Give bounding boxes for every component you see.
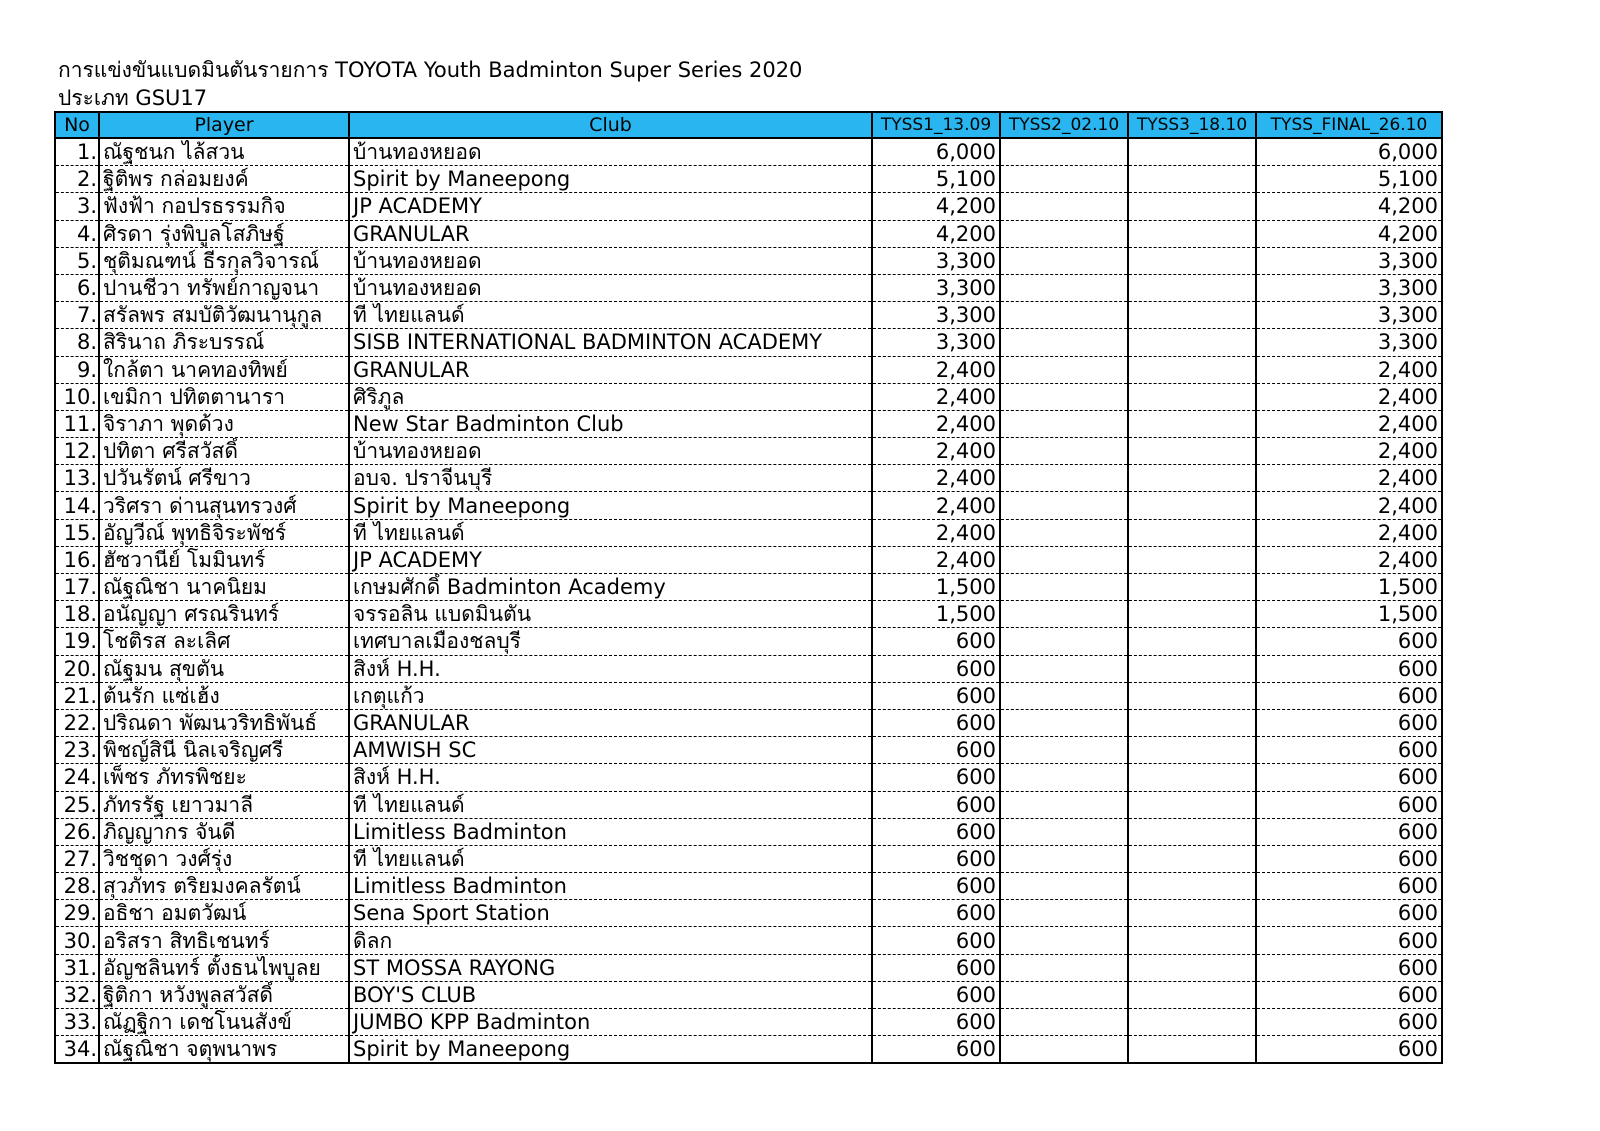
cell-tyss2 xyxy=(1000,546,1128,573)
cell-tyss2 xyxy=(1000,519,1128,546)
cell-tyss1: 4,200 xyxy=(872,220,1000,247)
cell-tyss-final: 600 xyxy=(1256,737,1442,764)
cell-tyss2 xyxy=(1000,438,1128,465)
cell-tyss2 xyxy=(1000,900,1128,927)
cell-tyss3 xyxy=(1128,247,1256,274)
cell-player: ต้นรัก แซ่เฮ้ง xyxy=(99,682,349,709)
table-row xyxy=(55,193,1442,220)
table-row xyxy=(55,845,1442,872)
cell-tyss-final: 2,400 xyxy=(1256,410,1442,437)
cell-tyss1: 2,400 xyxy=(872,410,1000,437)
cell-club: GRANULAR xyxy=(349,709,872,736)
cell-tyss-final: 600 xyxy=(1256,845,1442,872)
cell-no: 19. xyxy=(55,628,99,655)
cell-tyss-final: 600 xyxy=(1256,818,1442,845)
cell-tyss-final: 1,500 xyxy=(1256,574,1442,601)
cell-no: 16. xyxy=(55,546,99,573)
table-row xyxy=(55,873,1442,900)
cell-club: New Star Badminton Club xyxy=(349,410,872,437)
cell-no: 15. xyxy=(55,519,99,546)
cell-club: ที ไทยแลนด์ xyxy=(349,519,872,546)
cell-club: ศิริภูล xyxy=(349,383,872,410)
cell-no: 18. xyxy=(55,601,99,628)
cell-player: จิราภา พุดด้วง xyxy=(99,410,349,437)
cell-tyss1: 600 xyxy=(872,927,1000,954)
cell-club: จรรอลิน แบดมินตัน xyxy=(349,601,872,628)
cell-tyss3 xyxy=(1128,193,1256,220)
cell-player: ปวันรัตน์ ศรีขาว xyxy=(99,465,349,492)
cell-tyss1: 600 xyxy=(872,709,1000,736)
cell-tyss3 xyxy=(1128,356,1256,383)
cell-player: ภัทรรัฐ เยาวมาลี xyxy=(99,791,349,818)
cell-no: 26. xyxy=(55,818,99,845)
cell-tyss-final: 2,400 xyxy=(1256,438,1442,465)
cell-player: เพ็ชร ภัทรพิชยะ xyxy=(99,764,349,791)
cell-tyss2 xyxy=(1000,845,1128,872)
cell-no: 21. xyxy=(55,682,99,709)
cell-tyss3 xyxy=(1128,410,1256,437)
ranking-table xyxy=(54,111,1443,1064)
cell-tyss2 xyxy=(1000,329,1128,356)
cell-tyss2 xyxy=(1000,873,1128,900)
column-header-tyss-final: TYSS_FINAL_26.10 xyxy=(1256,112,1442,138)
cell-player: อริสรา สิทธิเชนทร์ xyxy=(99,927,349,954)
cell-tyss3 xyxy=(1128,737,1256,764)
cell-tyss1: 600 xyxy=(872,682,1000,709)
cell-tyss1: 600 xyxy=(872,737,1000,764)
cell-tyss-final: 3,300 xyxy=(1256,274,1442,301)
table-row xyxy=(55,981,1442,1008)
table-row xyxy=(55,546,1442,573)
cell-tyss3 xyxy=(1128,329,1256,356)
cell-player: ณัฏฐิกา เดชโนนสังข์ xyxy=(99,1009,349,1036)
cell-tyss3 xyxy=(1128,574,1256,601)
cell-tyss3 xyxy=(1128,682,1256,709)
cell-player: ณัฐมน สุขตัน xyxy=(99,655,349,682)
cell-tyss1: 2,400 xyxy=(872,356,1000,383)
cell-tyss3 xyxy=(1128,655,1256,682)
cell-tyss3 xyxy=(1128,927,1256,954)
cell-no: 28. xyxy=(55,873,99,900)
cell-tyss-final: 3,300 xyxy=(1256,302,1442,329)
cell-tyss1: 3,300 xyxy=(872,247,1000,274)
cell-no: 12. xyxy=(55,438,99,465)
cell-tyss3 xyxy=(1128,383,1256,410)
cell-tyss2 xyxy=(1000,492,1128,519)
cell-club: ที ไทยแลนด์ xyxy=(349,845,872,872)
cell-tyss-final: 6,000 xyxy=(1256,138,1442,166)
cell-player: ปริณดา พัฒนวริทธิพันธ์ xyxy=(99,709,349,736)
cell-tyss3 xyxy=(1128,519,1256,546)
cell-tyss2 xyxy=(1000,764,1128,791)
cell-tyss-final: 600 xyxy=(1256,655,1442,682)
cell-tyss3 xyxy=(1128,138,1256,166)
cell-club: Sena Sport Station xyxy=(349,900,872,927)
cell-tyss1: 2,400 xyxy=(872,465,1000,492)
table-row xyxy=(55,438,1442,465)
cell-club: ที ไทยแลนด์ xyxy=(349,791,872,818)
cell-tyss3 xyxy=(1128,628,1256,655)
cell-player: ศิรดา รุ่งพิบูลโสภิษฐ์ xyxy=(99,220,349,247)
cell-no: 2. xyxy=(55,166,99,193)
cell-player: ปานชีวา ทรัพย์กาญจนา xyxy=(99,274,349,301)
cell-club: ดิลก xyxy=(349,927,872,954)
table-row xyxy=(55,900,1442,927)
cell-tyss-final: 600 xyxy=(1256,764,1442,791)
cell-player: ณัฐณิชา จตุพนาพร xyxy=(99,1036,349,1064)
table-row xyxy=(55,655,1442,682)
cell-club: BOY'S CLUB xyxy=(349,981,872,1008)
cell-tyss-final: 600 xyxy=(1256,927,1442,954)
cell-no: 20. xyxy=(55,655,99,682)
cell-club: เกตุแก้ว xyxy=(349,682,872,709)
cell-tyss-final: 5,100 xyxy=(1256,166,1442,193)
cell-tyss2 xyxy=(1000,818,1128,845)
cell-tyss2 xyxy=(1000,601,1128,628)
cell-no: 27. xyxy=(55,845,99,872)
cell-tyss1: 600 xyxy=(872,845,1000,872)
cell-tyss1: 600 xyxy=(872,628,1000,655)
table-row xyxy=(55,764,1442,791)
cell-tyss1: 6,000 xyxy=(872,138,1000,166)
cell-tyss-final: 2,400 xyxy=(1256,492,1442,519)
table-row xyxy=(55,247,1442,274)
cell-no: 31. xyxy=(55,954,99,981)
cell-club: SISB INTERNATIONAL BADMINTON ACADEMY xyxy=(349,329,872,356)
cell-player: อธิชา อมตวัฒน์ xyxy=(99,900,349,927)
cell-club: สิงห์ H.H. xyxy=(349,655,872,682)
cell-club: Limitless Badminton xyxy=(349,818,872,845)
cell-tyss2 xyxy=(1000,954,1128,981)
cell-tyss2 xyxy=(1000,709,1128,736)
table-row xyxy=(55,220,1442,247)
cell-tyss1: 1,500 xyxy=(872,574,1000,601)
cell-tyss1: 600 xyxy=(872,764,1000,791)
cell-no: 11. xyxy=(55,410,99,437)
cell-no: 22. xyxy=(55,709,99,736)
cell-club: บ้านทองหยอด xyxy=(349,247,872,274)
page-subtitle: ประเภท GSU17 xyxy=(58,86,208,110)
cell-tyss-final: 600 xyxy=(1256,873,1442,900)
cell-no: 1. xyxy=(55,138,99,166)
cell-tyss2 xyxy=(1000,193,1128,220)
cell-tyss1: 1,500 xyxy=(872,601,1000,628)
cell-tyss-final: 600 xyxy=(1256,628,1442,655)
cell-tyss1: 4,200 xyxy=(872,193,1000,220)
cell-no: 14. xyxy=(55,492,99,519)
cell-club: Spirit by Maneepong xyxy=(349,1036,872,1064)
cell-tyss1: 600 xyxy=(872,954,1000,981)
cell-club: ST MOSSA RAYONG xyxy=(349,954,872,981)
cell-club: GRANULAR xyxy=(349,220,872,247)
cell-player: ปทิตา ศรีสวัสดิ์ xyxy=(99,438,349,465)
cell-tyss-final: 600 xyxy=(1256,791,1442,818)
cell-tyss-final: 4,200 xyxy=(1256,220,1442,247)
cell-no: 6. xyxy=(55,274,99,301)
cell-club: JUMBO KPP Badminton xyxy=(349,1009,872,1036)
cell-player: อนัญญา ศรณรินทร์ xyxy=(99,601,349,628)
cell-no: 10. xyxy=(55,383,99,410)
cell-player: ภิญญากร จันดี xyxy=(99,818,349,845)
cell-tyss3 xyxy=(1128,981,1256,1008)
cell-tyss1: 2,400 xyxy=(872,383,1000,410)
cell-no: 3. xyxy=(55,193,99,220)
cell-tyss2 xyxy=(1000,628,1128,655)
cell-tyss3 xyxy=(1128,954,1256,981)
cell-club: ที ไทยแลนด์ xyxy=(349,302,872,329)
cell-no: 29. xyxy=(55,900,99,927)
cell-no: 32. xyxy=(55,981,99,1008)
cell-tyss2 xyxy=(1000,247,1128,274)
cell-no: 9. xyxy=(55,356,99,383)
cell-tyss2 xyxy=(1000,138,1128,166)
cell-tyss1: 600 xyxy=(872,1036,1000,1064)
cell-club: Spirit by Maneepong xyxy=(349,166,872,193)
cell-tyss1: 5,100 xyxy=(872,166,1000,193)
cell-tyss3 xyxy=(1128,438,1256,465)
cell-tyss3 xyxy=(1128,274,1256,301)
cell-player: ฟังฟ้า กอปรธรรมกิจ xyxy=(99,193,349,220)
table-row xyxy=(55,329,1442,356)
cell-club: สิงห์ H.H. xyxy=(349,764,872,791)
cell-club: บ้านทองหยอด xyxy=(349,138,872,166)
cell-player: ณัฐชนก ไล้สวน xyxy=(99,138,349,166)
table-row xyxy=(55,574,1442,601)
cell-club: GRANULAR xyxy=(349,356,872,383)
cell-no: 34. xyxy=(55,1036,99,1064)
cell-player: วริศรา ด่านสุนทรวงศ์ xyxy=(99,492,349,519)
table-row xyxy=(55,601,1442,628)
cell-tyss-final: 2,400 xyxy=(1256,465,1442,492)
cell-tyss1: 600 xyxy=(872,900,1000,927)
table-header-row xyxy=(55,112,1442,138)
cell-player: สรัลพร สมบัติวัฒนานุกูล xyxy=(99,302,349,329)
cell-club: Limitless Badminton xyxy=(349,873,872,900)
table-row xyxy=(55,465,1442,492)
cell-tyss2 xyxy=(1000,302,1128,329)
cell-tyss-final: 600 xyxy=(1256,981,1442,1008)
cell-tyss3 xyxy=(1128,546,1256,573)
cell-player: วิชชุดา วงศ์รุ่ง xyxy=(99,845,349,872)
cell-tyss-final: 600 xyxy=(1256,1036,1442,1064)
table-row xyxy=(55,682,1442,709)
cell-tyss-final: 2,400 xyxy=(1256,546,1442,573)
cell-no: 24. xyxy=(55,764,99,791)
cell-tyss2 xyxy=(1000,791,1128,818)
table-row xyxy=(55,737,1442,764)
cell-club: JP ACADEMY xyxy=(349,193,872,220)
table-row xyxy=(55,356,1442,383)
table-row xyxy=(55,1009,1442,1036)
column-header-no: No xyxy=(55,112,99,138)
cell-player: พิชญ์สินี นิลเจริญศรี xyxy=(99,737,349,764)
cell-club: Spirit by Maneepong xyxy=(349,492,872,519)
cell-tyss3 xyxy=(1128,302,1256,329)
cell-tyss3 xyxy=(1128,1036,1256,1064)
cell-tyss1: 600 xyxy=(872,791,1000,818)
cell-tyss1: 600 xyxy=(872,818,1000,845)
table-row xyxy=(55,492,1442,519)
cell-tyss2 xyxy=(1000,220,1128,247)
cell-club: เทศบาลเมืองชลบุรี xyxy=(349,628,872,655)
cell-player: ฐิติพร กล่อมยงค์ xyxy=(99,166,349,193)
cell-tyss-final: 600 xyxy=(1256,709,1442,736)
cell-tyss3 xyxy=(1128,818,1256,845)
cell-player: ฮัซวานีย์ โมมินทร์ xyxy=(99,546,349,573)
table-row xyxy=(55,138,1442,166)
cell-tyss-final: 600 xyxy=(1256,1009,1442,1036)
cell-club: อบจ. ปราจีนบุรี xyxy=(349,465,872,492)
page-title: การแข่งขันแบดมินตันรายการ TOYOTA Youth Badminton Super Series 2020 xyxy=(58,58,803,82)
cell-player: อัญชลินทร์ ตั้งธนไพบูลย xyxy=(99,954,349,981)
cell-player: โชติรส ละเลิศ xyxy=(99,628,349,655)
table-row xyxy=(55,1036,1442,1064)
cell-no: 23. xyxy=(55,737,99,764)
cell-tyss3 xyxy=(1128,220,1256,247)
cell-tyss-final: 2,400 xyxy=(1256,383,1442,410)
cell-tyss2 xyxy=(1000,410,1128,437)
cell-tyss1: 600 xyxy=(872,655,1000,682)
cell-player: ฐิติกา หวังพูลสวัสดิ์ xyxy=(99,981,349,1008)
cell-tyss1: 3,300 xyxy=(872,302,1000,329)
cell-tyss3 xyxy=(1128,601,1256,628)
cell-tyss2 xyxy=(1000,383,1128,410)
cell-tyss3 xyxy=(1128,709,1256,736)
cell-tyss3 xyxy=(1128,791,1256,818)
cell-tyss2 xyxy=(1000,655,1128,682)
cell-tyss2 xyxy=(1000,166,1128,193)
table-row xyxy=(55,166,1442,193)
table-row xyxy=(55,383,1442,410)
cell-tyss-final: 600 xyxy=(1256,900,1442,927)
cell-tyss1: 2,400 xyxy=(872,438,1000,465)
table-row xyxy=(55,709,1442,736)
cell-tyss-final: 1,500 xyxy=(1256,601,1442,628)
cell-player: เขมิกา ปทิตตานารา xyxy=(99,383,349,410)
cell-club: เกษมศักดิ์ Badminton Academy xyxy=(349,574,872,601)
cell-player: สิรินาถ ภิระบรรณ์ xyxy=(99,329,349,356)
cell-tyss-final: 3,300 xyxy=(1256,247,1442,274)
cell-no: 33. xyxy=(55,1009,99,1036)
cell-club: AMWISH SC xyxy=(349,737,872,764)
cell-player: ณัฐณิชา นาคนิยม xyxy=(99,574,349,601)
table-row xyxy=(55,519,1442,546)
cell-tyss1: 600 xyxy=(872,981,1000,1008)
table-row xyxy=(55,818,1442,845)
cell-tyss3 xyxy=(1128,465,1256,492)
cell-tyss2 xyxy=(1000,682,1128,709)
cell-tyss3 xyxy=(1128,492,1256,519)
cell-tyss2 xyxy=(1000,1009,1128,1036)
table-row xyxy=(55,954,1442,981)
cell-no: 17. xyxy=(55,574,99,601)
cell-tyss1: 3,300 xyxy=(872,329,1000,356)
column-header-tyss3: TYSS3_18.10 xyxy=(1128,112,1256,138)
cell-tyss2 xyxy=(1000,1036,1128,1064)
cell-tyss-final: 4,200 xyxy=(1256,193,1442,220)
table-row xyxy=(55,410,1442,437)
cell-tyss2 xyxy=(1000,574,1128,601)
table-row xyxy=(55,927,1442,954)
table-row xyxy=(55,628,1442,655)
cell-tyss2 xyxy=(1000,356,1128,383)
cell-tyss3 xyxy=(1128,1009,1256,1036)
cell-player: อัญวีณ์ พุทธิจิระพัชร์ xyxy=(99,519,349,546)
cell-tyss2 xyxy=(1000,274,1128,301)
cell-no: 30. xyxy=(55,927,99,954)
cell-no: 25. xyxy=(55,791,99,818)
cell-tyss-final: 600 xyxy=(1256,954,1442,981)
cell-tyss3 xyxy=(1128,166,1256,193)
cell-tyss2 xyxy=(1000,737,1128,764)
cell-tyss3 xyxy=(1128,764,1256,791)
cell-tyss2 xyxy=(1000,981,1128,1008)
cell-player: สุวภัทร ตริยมงคลรัตน์ xyxy=(99,873,349,900)
cell-club: บ้านทองหยอด xyxy=(349,274,872,301)
cell-tyss1: 2,400 xyxy=(872,546,1000,573)
column-header-tyss2: TYSS2_02.10 xyxy=(1000,112,1128,138)
cell-tyss1: 3,300 xyxy=(872,274,1000,301)
cell-tyss2 xyxy=(1000,465,1128,492)
table-row xyxy=(55,274,1442,301)
cell-club: บ้านทองหยอด xyxy=(349,438,872,465)
cell-tyss-final: 600 xyxy=(1256,682,1442,709)
cell-tyss3 xyxy=(1128,873,1256,900)
cell-tyss1: 600 xyxy=(872,1009,1000,1036)
cell-tyss3 xyxy=(1128,845,1256,872)
cell-no: 4. xyxy=(55,220,99,247)
cell-no: 8. xyxy=(55,329,99,356)
cell-tyss1: 2,400 xyxy=(872,492,1000,519)
table-row xyxy=(55,791,1442,818)
table-row xyxy=(55,302,1442,329)
cell-tyss3 xyxy=(1128,900,1256,927)
cell-tyss-final: 2,400 xyxy=(1256,519,1442,546)
cell-player: ชุติมณฑน์ ธีรกุลวิจารณ์ xyxy=(99,247,349,274)
cell-tyss-final: 3,300 xyxy=(1256,329,1442,356)
cell-club: JP ACADEMY xyxy=(349,546,872,573)
cell-tyss2 xyxy=(1000,927,1128,954)
cell-no: 7. xyxy=(55,302,99,329)
column-header-tyss1: TYSS1_13.09 xyxy=(872,112,1000,138)
cell-no: 5. xyxy=(55,247,99,274)
column-header-club: Club xyxy=(349,112,872,138)
cell-tyss-final: 2,400 xyxy=(1256,356,1442,383)
cell-tyss1: 600 xyxy=(872,873,1000,900)
cell-player: ใกล้ตา นาคทองทิพย์ xyxy=(99,356,349,383)
cell-tyss1: 2,400 xyxy=(872,519,1000,546)
cell-no: 13. xyxy=(55,465,99,492)
column-header-player: Player xyxy=(99,112,349,138)
